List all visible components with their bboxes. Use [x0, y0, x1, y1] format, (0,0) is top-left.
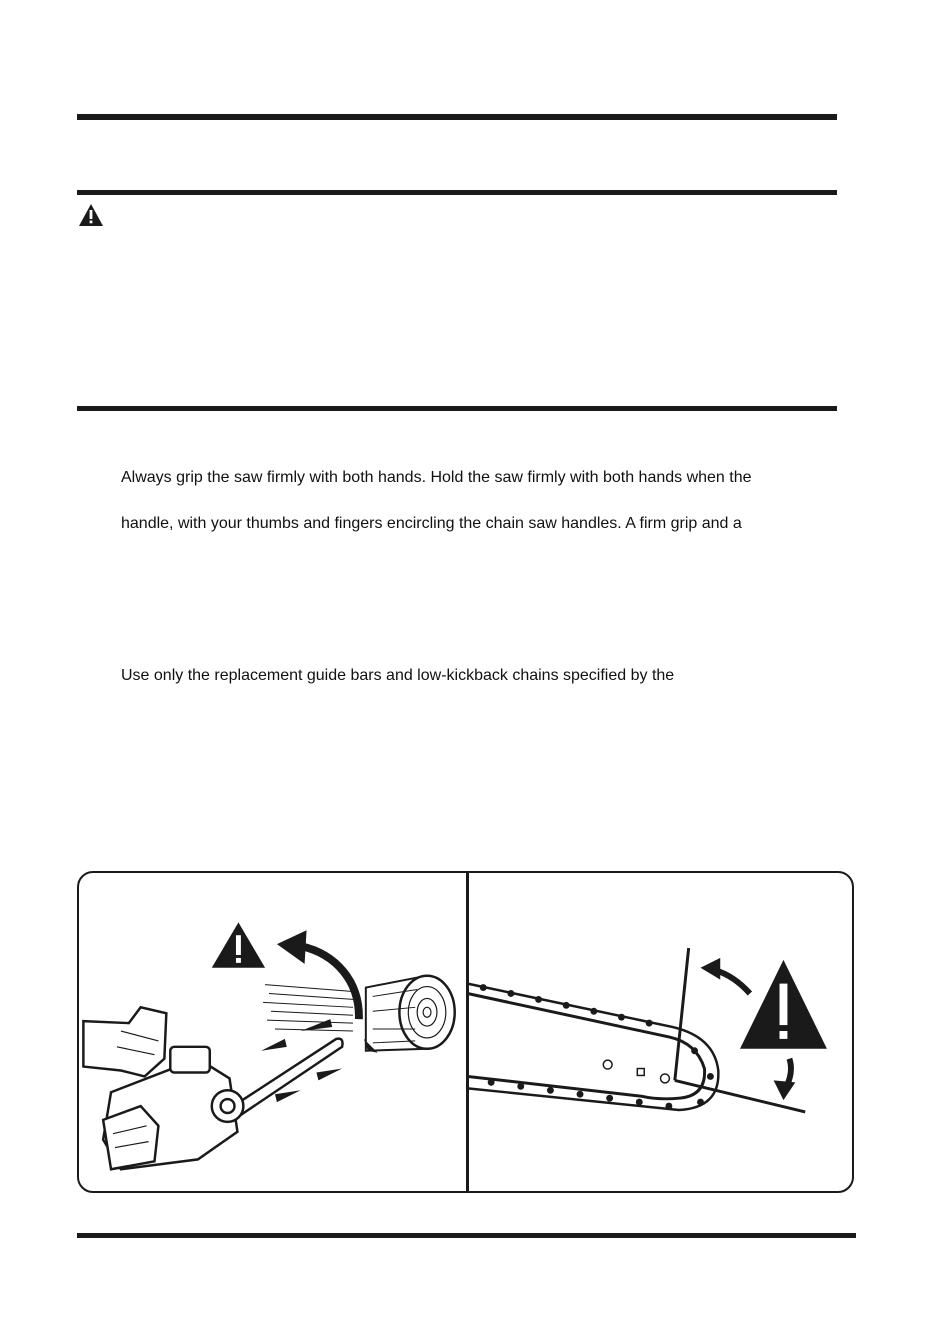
warning-triangle-icon	[740, 960, 827, 1049]
warning-triangle-icon	[212, 922, 265, 967]
warning-triangle-icon	[78, 203, 104, 227]
figure-left-panel	[79, 873, 466, 1191]
section-rule-1	[77, 190, 837, 195]
bottom-rule	[77, 1233, 856, 1238]
chainsaw-illustration	[83, 1007, 342, 1169]
motion-streaks	[263, 985, 353, 1031]
paragraph-1-line-2: handle, with your thumbs and fingers encircling the chain saw handles. A firm grip and a	[121, 515, 742, 532]
log-illustration	[366, 976, 455, 1051]
guide-bar-illustration	[469, 984, 718, 1110]
top-rule	[77, 114, 837, 120]
kickback-figure	[77, 871, 854, 1193]
section-rule-2	[77, 406, 837, 411]
paragraph-1-line-1: Always grip the saw firmly with both hands. Hold the saw firmly with both hands when the	[121, 469, 752, 486]
figure-right-panel	[469, 873, 854, 1191]
paragraph-2-line-1: Use only the replacement guide bars and low-kickback chains specified by the	[121, 667, 675, 684]
